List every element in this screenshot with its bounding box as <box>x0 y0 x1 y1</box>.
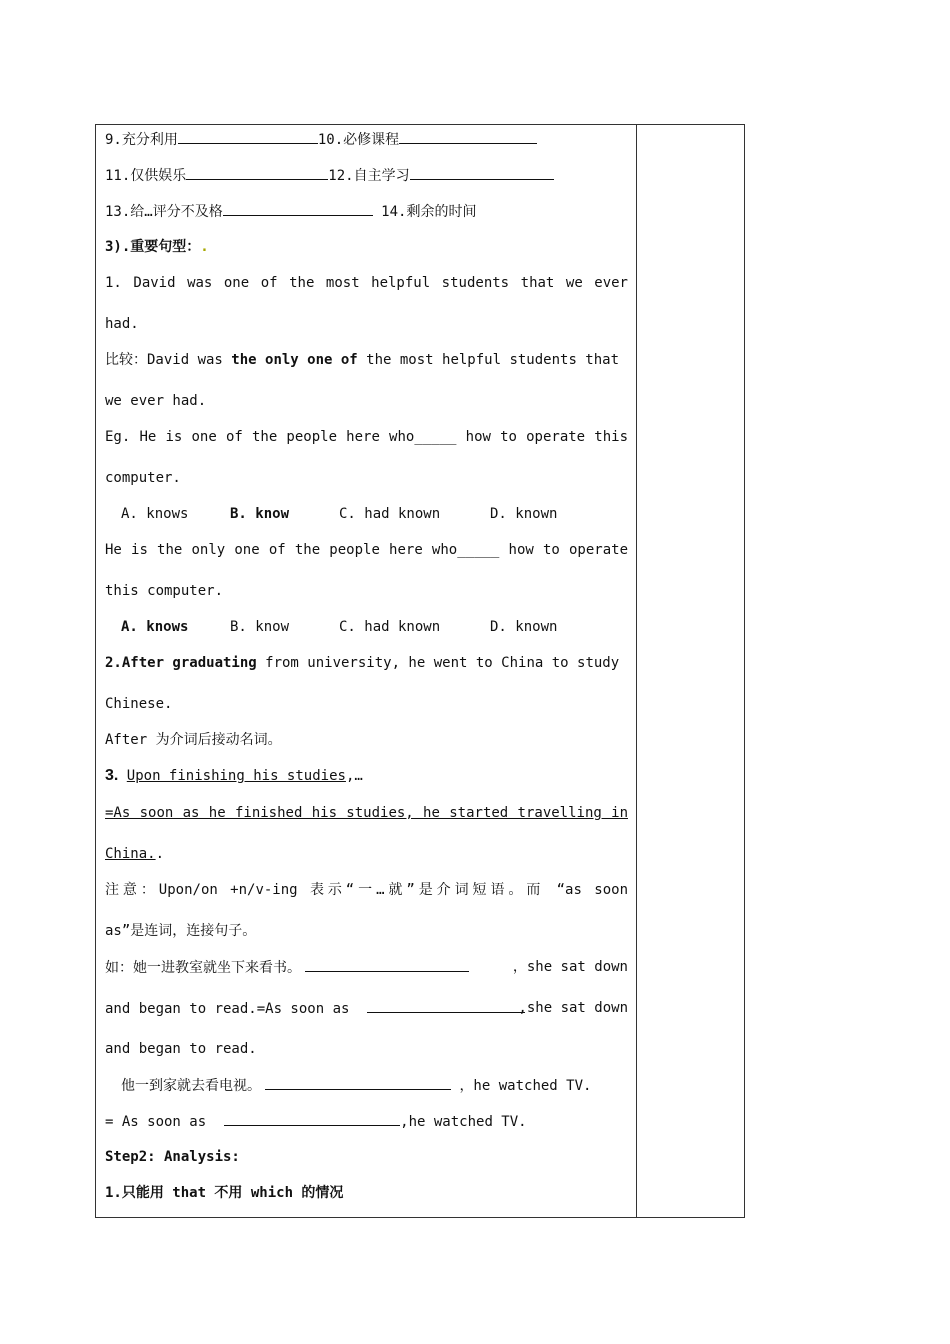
ex1-line2 <box>105 998 628 1019</box>
s3-line1 <box>105 766 628 786</box>
ex1-prefix: 如：她一进教室就坐下来看书。 <box>105 960 301 976</box>
s1-compare-line2: we ever had. <box>105 393 207 409</box>
ex2-blank[interactable] <box>265 1075 451 1090</box>
step2-heading: Step2: Analysis: <box>105 1149 240 1165</box>
s3-eq-line2-text: China. <box>105 846 156 862</box>
s3-phrase: Upon finishing his studies <box>126 768 346 784</box>
ex1-line2-blank[interactable] <box>367 998 525 1013</box>
s3-note-line1: 注意：Upon/on +n/v-ing 表示“一…就”是介词短语。而 “as soon <box>105 882 628 898</box>
blank-10[interactable] <box>399 129 537 144</box>
s1-compare <box>105 350 628 370</box>
blank-9[interactable] <box>178 129 318 144</box>
ex2-line2-blank[interactable] <box>224 1111 400 1126</box>
eg1-option-d: D. known <box>490 506 558 522</box>
s2-line1 <box>105 653 628 673</box>
eg2-option-a: A. knows <box>121 619 189 635</box>
ex1-line2-suffix: ,she sat down <box>518 1000 628 1016</box>
eg1-line1: Eg. He is one of the people here who_____ how to operate this <box>105 429 628 445</box>
s3-eq-line1: =As soon as he finished his studies, he started travelling in <box>105 805 628 821</box>
vocab-row-2 <box>105 165 628 186</box>
vocab-row-3 <box>105 201 628 222</box>
section-3-heading <box>105 237 628 257</box>
ex2-suffix: ，he watched TV. <box>459 1078 592 1094</box>
eg1-line2: computer. <box>105 470 181 486</box>
s2-rest: from university, he went to China to study <box>256 655 620 671</box>
s2-note: After 为介词后接动名词。 <box>105 732 282 748</box>
blank-12[interactable] <box>410 165 554 180</box>
section-3-heading-text: 3).重要句型： <box>105 239 201 255</box>
eg2-line2: this computer. <box>105 583 224 599</box>
step2-item1: 1.只能用 that 不用 which 的情况 <box>105 1185 344 1201</box>
vocab-14: 14.剩余的时间 <box>381 204 477 220</box>
s3-note-line2: as”是连词，连接句子。 <box>105 923 257 939</box>
s1-line1: 1. David was one of the most helpful students that we ever <box>105 275 628 291</box>
ex2-line2-prefix: = As soon as <box>105 1114 207 1130</box>
ex1-suffix: ，she sat down <box>512 959 628 975</box>
column-divider <box>636 125 637 1217</box>
ex2-line2 <box>105 1111 628 1132</box>
compare-prefix: 比较：David was <box>105 352 232 368</box>
blank-11[interactable] <box>186 165 328 180</box>
eg1-option-b: B. know <box>230 506 290 522</box>
s2-bold: 2.After graduating <box>105 655 257 671</box>
ex2-prefix: 他一到家就去看电视。 <box>121 1078 261 1094</box>
compare-rest: the most helpful students that <box>357 352 620 368</box>
eg1-option-c: C. had known <box>339 506 441 522</box>
eg2-line1: He is the only one of the people here who_____ how to operate <box>105 542 628 558</box>
ex1-blank[interactable] <box>305 957 469 972</box>
ex2-line1 <box>121 1075 644 1096</box>
vocab-9: 9.充分利用 <box>105 132 178 148</box>
vocab-row-1 <box>105 129 628 150</box>
s3-eq-line2 <box>105 844 628 864</box>
ex1-line3: and began to read. <box>105 1041 257 1057</box>
eg2-option-d: D. known <box>490 619 558 635</box>
s3-tail: ,… <box>345 768 363 784</box>
vocab-10: 10.必修课程 <box>317 132 400 148</box>
worksheet-table <box>95 124 745 1218</box>
vocab-11: 11.仅供娱乐 <box>105 168 187 184</box>
s1-line2: had. <box>105 316 139 332</box>
ex1-line1 <box>105 957 628 978</box>
blank-13[interactable] <box>223 201 373 216</box>
s2-line2: Chinese. <box>105 696 173 712</box>
vocab-13: 13.给…评分不及格 <box>105 204 223 220</box>
ex2-line2-suffix: ,he watched TV. <box>400 1114 527 1130</box>
section-3-dot: . <box>200 239 209 255</box>
s3-eq-dot: . <box>155 846 165 862</box>
eg2-option-b: B. know <box>230 619 290 635</box>
ex1-line2-prefix: and began to read.=As soon as <box>105 1001 350 1017</box>
vocab-12: 12.自主学习 <box>328 168 410 184</box>
eg1-option-a: A. knows <box>121 506 189 522</box>
s3-number: 3. <box>105 767 119 784</box>
compare-bold: the only one of <box>231 352 358 368</box>
eg2-option-c: C. had known <box>339 619 441 635</box>
